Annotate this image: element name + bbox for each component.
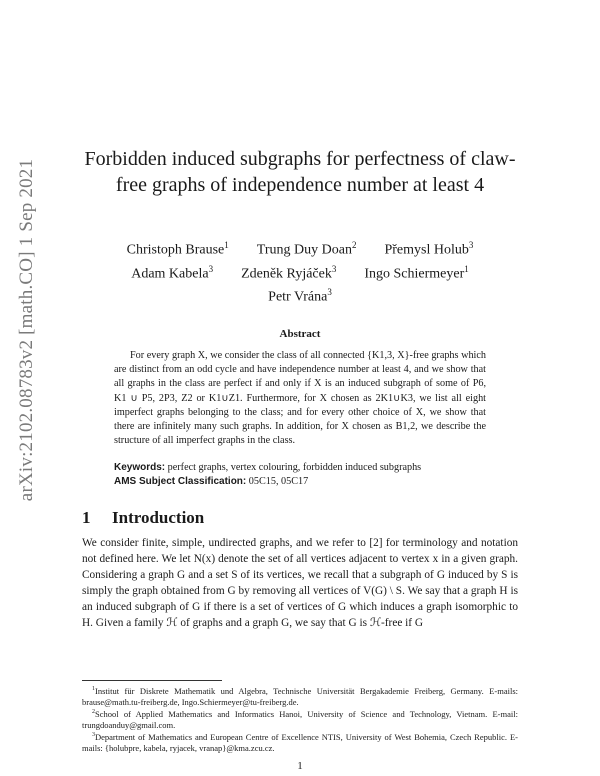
author [384,236,473,260]
section-heading [82,508,204,528]
author-name: Zdeněk Ryjáček [241,266,332,282]
author [257,236,357,260]
author-affiliation-mark: 1 [464,263,469,274]
footnote-mark: 3 [92,732,95,738]
author-affiliation-mark: 2 [351,240,357,250]
footnote [82,684,518,708]
ams-label: AMS Subject Classification: [114,476,247,487]
author [241,260,336,284]
author-name: Trung Duy Doan [256,242,352,258]
author-name: Adam Kabela [131,266,209,282]
author-name: Přemysl Holub [384,242,469,258]
abstract-heading: Abstract [279,328,321,340]
footnote-mark: 2 [92,709,95,715]
author-affiliation-mark: 3 [331,263,337,274]
author [268,283,332,307]
intro-paragraph: We consider finite, simple, undirected graphs, and we refer to [2] for terminology and notation not defined here. We let N(x) denote the set of all vertices adjacent to vertex x in a given graph. Considering a graph G and a set S of its vertices, we recall that a subgraph of G induced by S is simply the graph obtained from G by removing all vertices of V(G) \ S. We say that a graph H is an induced subgraph of G if there is a set of vertices of G which induces a graph isomorphic to H. Given a family ℋ of graphs and a graph G, we say that G is ℋ-free if G [82,537,518,629]
author-affiliation-mark: 1 [224,240,229,250]
footnote [82,730,518,754]
author-name: Petr Vrána [268,289,328,305]
ams-text: 05C15, 05C17 [248,476,309,487]
footnote-text: Department of Mathematics and European Centre of Excellence NTIS, University of West Bohemia, Czech Republic. E-mails: {holubpre, kabela, ryjacek, vranap}@kma.zcu.cz. [82,731,518,754]
author-row [90,283,510,307]
author [127,236,229,260]
keywords-label: Keywords: [114,462,166,473]
author [131,260,213,284]
arxiv-stamp-text: arXiv:2102.08783v2 [math.CO] 1 Sep 2021 [16,158,37,502]
author [364,260,468,284]
author-row [90,260,510,284]
footnote-rule [82,680,222,681]
section-title: Introduction [112,508,205,527]
author-affiliation-mark: 3 [327,287,332,298]
paper-title: Forbidden induced subgraphs for perfectness of claw-free graphs of independence number at least 4 [84,148,516,196]
ams-line [114,475,514,489]
author-list [90,236,510,307]
keywords-text: perfect graphs, vertex colouring, forbidden induced subgraphs [167,462,422,473]
author-affiliation-mark: 3 [208,263,214,274]
author-name: Christoph Brause [126,242,225,258]
author-affiliation-mark: 3 [468,240,474,250]
author-row [90,236,510,260]
keywords-line [114,461,514,475]
footnote-text: Institut für Diskrete Mathematik und Algebra, Technische Universität Bergakademie Freiberg, Germany. E-mails: brause@math.tu-freiberg.de, Ingo.Schiermeyer@tu-freiberg.de. [82,685,518,708]
page-number: 1 [297,760,303,772]
footnote-mark: 1 [92,686,95,692]
author-name: Ingo Schiermeyer [364,266,465,282]
footnote-text: School of Applied Mathematics and Informatics Hanoi, University of Science and Technology, Vietnam. E-mail: trungdoanduy@gmail.com. [82,708,518,731]
abstract-text: For every graph X, we consider the class of all connected {K1,3, X}-free graphs which are distinct from an odd cycle and have independence number at least 4, and we show that all graphs in the class are perfect if and only if X is an induced subgraph of some of P6, K1 ∪ P5, 2P3, Z2 or K1∪Z1. Furthermore, for X chosen as 2K1∪K3, we list all eight imperfect graphs belonging to the class; and for every other choice of X, we show that there are infinitely many such graphs. In addition, for X chosen as B1,2, we describe the structure of all imperfect graphs in the class. [114,350,486,447]
keywords-block [114,461,514,489]
section-number: 1 [82,508,91,527]
footnote [82,707,518,731]
